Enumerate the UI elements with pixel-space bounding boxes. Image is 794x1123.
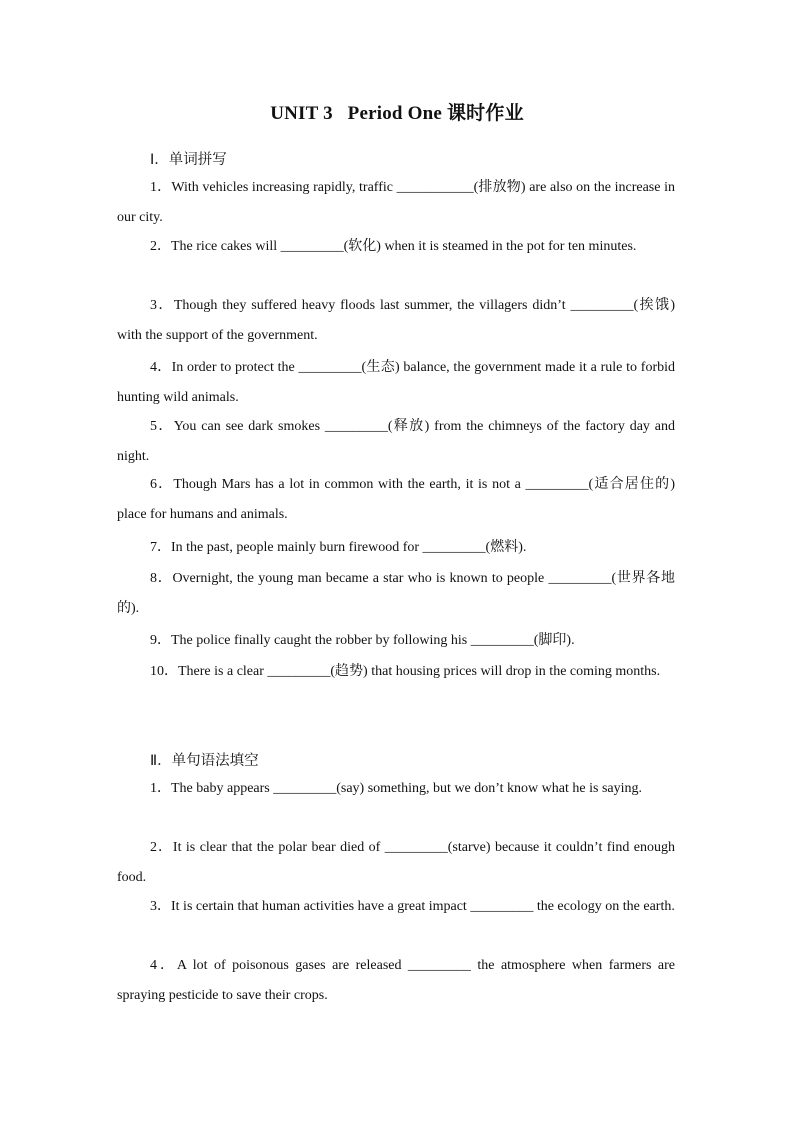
item-number: 10．: [150, 664, 178, 679]
item-number: 1．: [150, 180, 172, 195]
item-number: 1．: [150, 781, 171, 796]
section-heading-grammar: Ⅱ．单句语法填空: [150, 753, 259, 769]
spelling-item-3: [117, 291, 675, 351]
item-text: You can see dark smokes _________(释放) from the chimneys of the factory day and night.: [117, 419, 675, 464]
spelling-item-10: [117, 657, 675, 687]
item-text: With vehicles increasing rapidly, traffic ___________(排放物) are also on the increase in our city.: [117, 180, 675, 225]
item-text: In order to protect the _________(生态) balance, the government made it a rule to forbid hunting wild animals.: [117, 360, 676, 405]
item-text: In the past, people mainly burn firewood for _________(燃料).: [171, 540, 527, 555]
spelling-item-6: [117, 470, 675, 530]
item-number: 2．: [150, 840, 173, 855]
item-text: Overnight, the young man became a star who is known to people _________(世界各地的).: [117, 571, 675, 616]
item-number: 5．: [150, 419, 174, 434]
item-number: 4．: [150, 360, 172, 375]
item-number: 6．: [150, 477, 174, 492]
item-text: Though they suffered heavy floods last summer, the villagers didn’t _________(挨饿) with the support of the government.: [117, 298, 676, 343]
page-title: UNIT 3 Period One 课时作业: [270, 103, 524, 124]
spelling-item-9: [117, 626, 675, 656]
item-number: 7．: [150, 540, 171, 555]
grammar-item-3: [117, 892, 675, 922]
item-text: It is clear that the polar bear died of _________(starve) because it couldn’t find enough food.: [117, 840, 675, 885]
spelling-item-8: [117, 564, 675, 624]
item-text: The police finally caught the robber by following his _________(脚印).: [171, 633, 575, 648]
item-text: The baby appears _________(say) something, but we don’t know what he is saying.: [171, 781, 642, 796]
item-text: The rice cakes will _________(软化) when it is steamed in the pot for ten minutes.: [171, 239, 637, 254]
grammar-item-1: [117, 774, 675, 804]
spelling-item-5: [117, 412, 675, 472]
item-number: 4．: [150, 958, 177, 973]
item-number: 3．: [150, 899, 171, 914]
item-text: It is certain that human activities have a great impact _________ the ecology on the earth.: [171, 899, 675, 914]
grammar-item-2: [117, 833, 675, 893]
item-number: 8．: [150, 571, 173, 586]
item-number: 2．: [150, 239, 171, 254]
item-text: There is a clear _________(趋势) that housing prices will drop in the coming months.: [178, 664, 661, 679]
item-text: A lot of poisonous gases are released _________ the atmosphere when farmers are spraying pesticide to save their crops.: [117, 958, 676, 1003]
spelling-item-1: [117, 173, 675, 233]
item-text: Though Mars has a lot in common with the earth, it is not a _________(适合居住的) place for humans and animals.: [117, 477, 675, 522]
spelling-item-2: [117, 232, 675, 262]
grammar-item-4: [117, 951, 675, 1011]
spelling-item-4: [117, 353, 675, 413]
item-number: 3．: [150, 298, 174, 313]
spelling-item-7: [117, 533, 675, 563]
item-number: 9．: [150, 633, 171, 648]
section-heading-spelling: Ⅰ．单词拼写: [150, 152, 227, 168]
